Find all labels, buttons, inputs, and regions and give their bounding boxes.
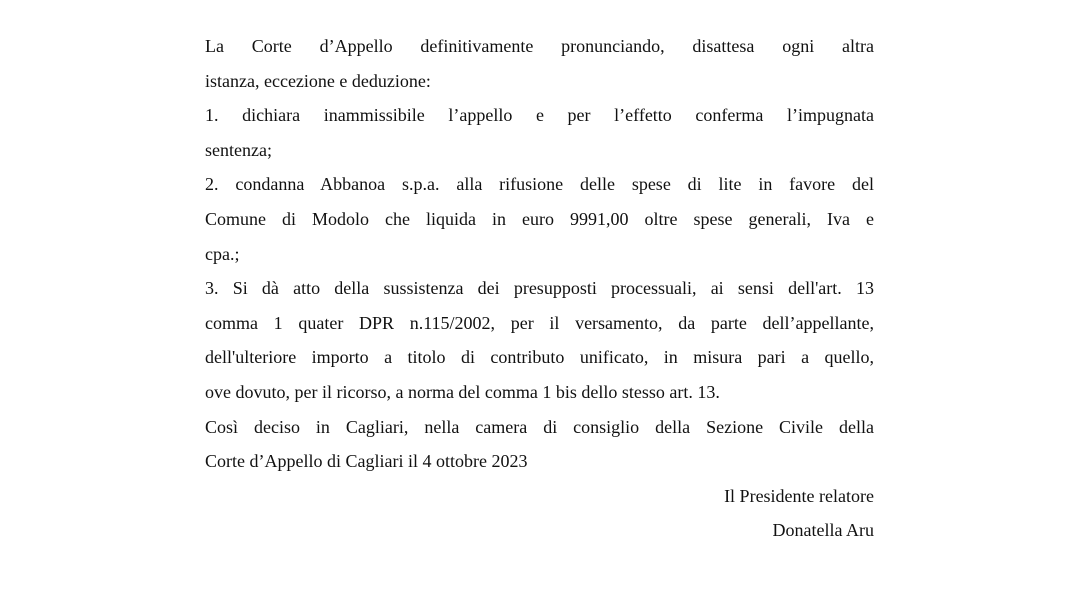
text-line: dell'ulteriore importo a titolo di contributo unificato, in misura pari a quello, <box>205 347 874 368</box>
text-line: 3. Si dà atto della sussistenza dei presupposti processuali, ai sensi dell'art. 13 <box>205 278 874 299</box>
text-line: ove dovuto, per il ricorso, a norma del comma 1 bis dello stesso art. 13. <box>205 381 720 402</box>
item-3-paragraph <box>205 271 874 409</box>
text-line: 2. condanna Abbanoa s.p.a. alla rifusione delle spese di lite in favore del <box>205 174 874 195</box>
intro-paragraph <box>205 29 874 98</box>
signature-role: Il Presidente relatore <box>724 485 874 506</box>
text-line: Corte d’Appello di Cagliari il 4 ottobre 2023 <box>205 451 528 472</box>
text-line: 1. dichiara inammissibile l’appello e per l’effetto conferma l’impugnata <box>205 105 874 126</box>
text-line: comma 1 quater DPR n.115/2002, per il versamento, da parte dell’appellante, <box>205 312 874 333</box>
text-line: istanza, eccezione e deduzione: <box>205 70 431 91</box>
signature-name: Donatella Aru <box>772 520 874 541</box>
item-2-paragraph <box>205 167 874 271</box>
text-line: Comune di Modolo che liquida in euro 9991,00 oltre spese generali, Iva e <box>205 208 874 229</box>
closing-paragraph <box>205 410 874 479</box>
text-line: Così deciso in Cagliari, nella camera di consiglio della Sezione Civile della <box>205 416 874 437</box>
text-line: cpa.; <box>205 243 240 264</box>
signature-block <box>205 479 874 548</box>
document-page <box>205 29 874 548</box>
text-line: sentenza; <box>205 139 272 160</box>
item-1-paragraph <box>205 98 874 167</box>
text-line: La Corte d’Appello definitivamente pronunciando, disattesa ogni altra <box>205 36 874 56</box>
